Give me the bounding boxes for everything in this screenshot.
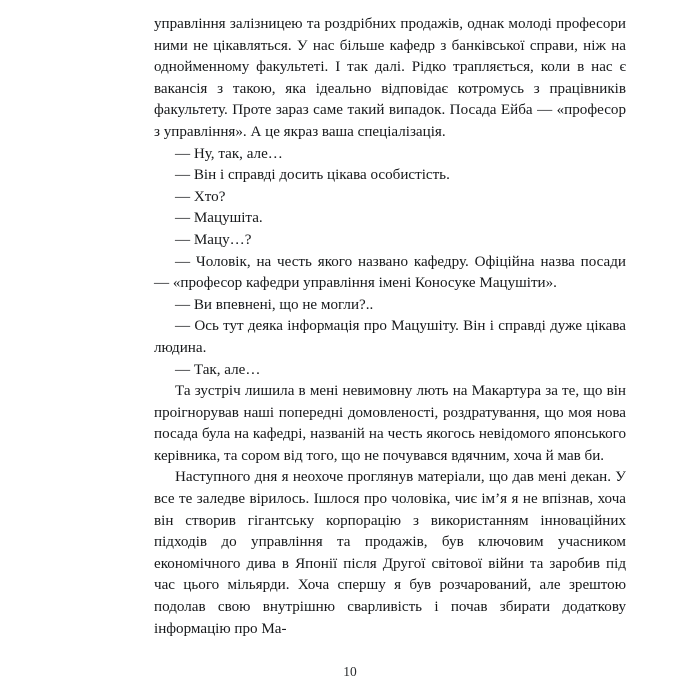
- dialogue-line: — Ви впевнені, що не могли?..: [175, 296, 374, 313]
- paragraph: Наступного дня я неохоче проглянув матеріали, що дав мені декан. У все те заледве вірилось. Ішлося про чоловіка, чиє ім’я я не впізнав, хоча він створив гігантську корпорацію з використанням інноваційних підходів до управління та продажів, був ключовим учасником економічного дива в Японії після Другої світової війни та заробив під час цього мільярди. Хоча спершу я був розчарований, але зрештою подолав свою внутрішню сварливість і почав збирати додаткову інформацію про Ма-: [154, 469, 626, 637]
- dialogue-line: — Ну, так, але…: [175, 145, 283, 162]
- dialogue-line: — Чоловік, на честь якого названо кафедру. Офіційна назва посади — «професор кафедри управління імені Коносуке Мацушіти».: [154, 253, 626, 292]
- dialogue-line: — Хто?: [175, 188, 226, 205]
- dialogue-line: — Він і справді досить цікава особистість.: [175, 167, 450, 184]
- page-number: 10: [343, 664, 357, 679]
- dialogue-line: — Так, але…: [175, 361, 261, 378]
- page-body: [154, 14, 626, 640]
- dialogue-line: — Мацу…?: [175, 231, 252, 248]
- paragraph: управління залізницею та роздрібних продажів, однак молоді професори ними не цікавляться. У нас більше кафедр з банківської справи, ніж на однойменному факультеті. І так далі. Рідко трапляється, коли в нас є вакансія з такою, яка ідеально відповідає котромусь з працівників факультету. Проте зараз саме такий випадок. Посада Ейба — «професор з управління». А це якраз ваша спеціалізація.: [154, 16, 626, 140]
- dialogue-line: — Мацушіта.: [175, 210, 263, 227]
- paragraph: Та зустріч лишила в мені невимовну лють на Макартура за те, що він проігнорував наші попередні домовленості, роздратування, що моя нова посада була на кафедрі, названій на честь якогось невідомого японського керівника, та сором від того, що не почувався вдячним, хоча й мав би.: [154, 383, 626, 464]
- dialogue-line: — Ось тут деяка інформація про Мацушіту. Він і справді дуже цікава людина.: [154, 318, 626, 356]
